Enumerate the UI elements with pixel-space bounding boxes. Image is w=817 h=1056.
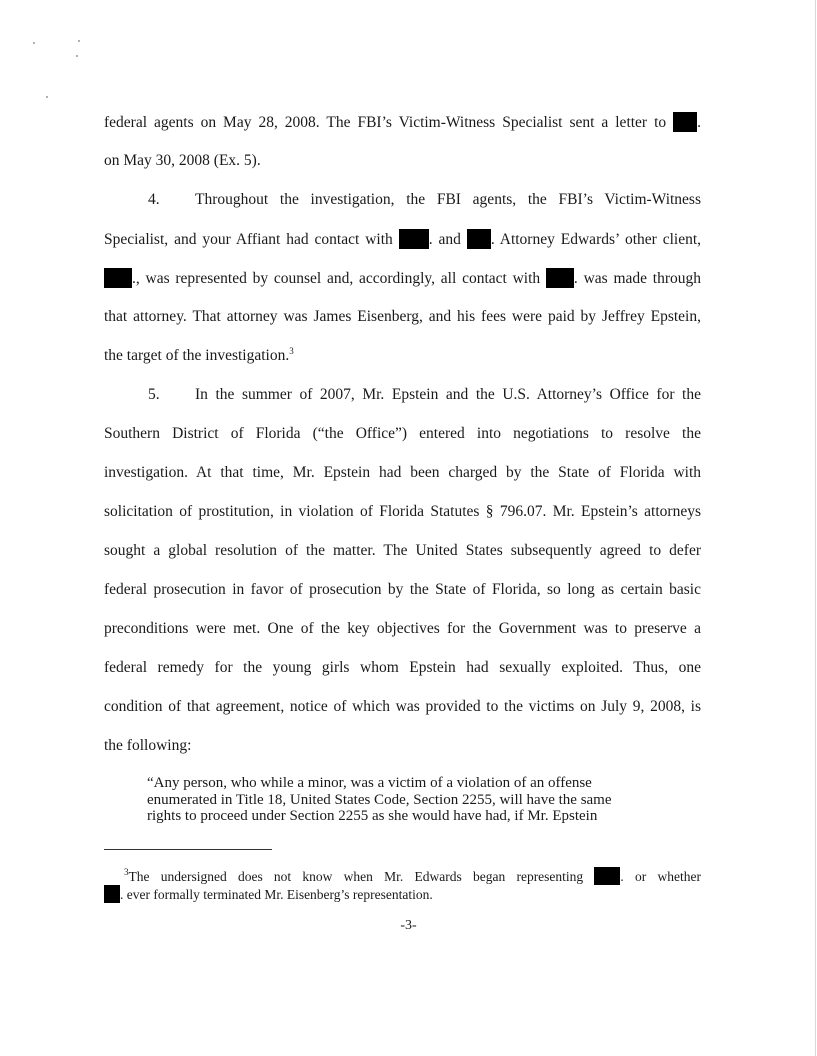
body-line: preconditions were met. One of the key objectives for the Government was to preserve a bbox=[104, 620, 701, 637]
scan-speck bbox=[78, 40, 80, 42]
block-quote bbox=[147, 775, 659, 825]
body-line: sought a global resolution of the matter. The United States subsequently agreed to defer bbox=[104, 542, 701, 559]
body-line: federal remedy for the young girls whom Epstein had sexually exploited. Thus, one bbox=[104, 659, 701, 676]
body-line: the target of the investigation.$^3$ bbox=[104, 346, 294, 364]
paragraph-number: 4. bbox=[148, 191, 160, 208]
redaction-block bbox=[546, 268, 574, 288]
body-line: federal agents on May 28, 2008. The FBI’s Victim-Witness Specialist sent a letter to . bbox=[104, 114, 701, 131]
redaction-block bbox=[399, 229, 429, 249]
scan-edge bbox=[815, 0, 816, 1056]
body-line: on May 30, 2008 (Ex. 5). bbox=[104, 152, 261, 169]
body-line: federal prosecution in favor of prosecution by the State of Florida, so long as certain basic bbox=[104, 581, 701, 598]
body-line: Specialist, and your Affiant had contact with . and . Attorney Edwards’ other client, bbox=[104, 231, 702, 248]
body-line: ., was represented by counsel and, accordingly, all contact with . was made through bbox=[104, 268, 701, 289]
quote-line: enumerated in Title 18, United States Code, Section 2255, will have the same bbox=[147, 791, 612, 808]
footnote-marker: 3 bbox=[124, 867, 129, 877]
page-number: -3- bbox=[400, 918, 417, 933]
redaction-block bbox=[673, 112, 697, 132]
body-line: Southern District of Florida (“the Office”) entered into negotiations to resolve the bbox=[104, 425, 701, 442]
quote-line: rights to proceed under Section 2255 as she would have had, if Mr. Epstein bbox=[147, 808, 598, 824]
scan-speck bbox=[76, 55, 78, 57]
footnote-divider bbox=[104, 849, 272, 850]
quote-line: “Any person, who while a minor, was a victim of a violation of an offense bbox=[147, 775, 592, 791]
body-line: solicitation of prostitution, in violation of Florida Statutes § 796.07. Mr. Epstein’s attorneys bbox=[104, 503, 701, 520]
body-line: the following: bbox=[104, 737, 192, 754]
body-line: condition of that agreement, notice of which was provided to the victims on July 9, 2008, is bbox=[104, 698, 701, 715]
redaction-block bbox=[104, 885, 120, 903]
body-line: investigation. At that time, Mr. Epstein had been charged by the State of Florida with bbox=[104, 464, 701, 481]
footnote-reference: 3 bbox=[289, 346, 294, 356]
scan-speck bbox=[46, 96, 48, 98]
redaction-block bbox=[467, 229, 491, 249]
paragraph-number: 5. bbox=[148, 386, 160, 403]
footnote-line: . ever formally terminated Mr. Eisenberg’s representation. bbox=[104, 885, 701, 903]
scan-speck bbox=[33, 42, 35, 44]
redaction-block bbox=[104, 268, 132, 288]
body-line: that attorney. That attorney was James Eisenberg, and his fees were paid by Jeffrey Epstein, bbox=[104, 308, 701, 325]
redaction-block bbox=[594, 867, 620, 885]
document-page: federal agents on May 28, 2008. The FBI’s Victim-Witness Specialist sent a letter to . on May 30, 2008 (Ex. 5). 4. Throughout the investigation, the FBI agents, the FBI’s Victim-Witness Specialist, and your Affiant had contact with . and . Attorney Edwards’ other client, ., was represented by counsel and, accordingly, all contact with . was made through that attorney. That attorney was James Eisenberg, and his fees were paid by Jeffrey Epstein, the target of the investigation.$^3$ 5. In the summer of 2007, Mr. Epstein and the U.S. Attorney’s Office for the Southern District of Florida (“the Office”) entered into negotiations to resolve the investigation. At that time, Mr. Epstein had been charged by the State of Florida with solicitation of prostitution, in violation of Florida Statutes § 796.07. Mr. Epstein’s attorneys sought a global resolution of the matter. The United States subsequently agreed to defer federal prosecution in favor of prosecution by the State of Florida, so long as certain basic preconditions were met. One of the key objectives for the Government was to preserve a federal remedy for the young girls whom Epstein had sexually exploited. Thus, one condition of that agreement, notice of which was provided to the victims on July 9, 2008, is the following: “Any person, who while a minor, was a victim of a violation of an offense enumerated in Title 18, United States Code, Section 2255, will have the same rights to proceed under Section 2255 as she would have had, if Mr. Epstein $^3$The undersigned does not know when Mr. Edwards began representing . or whether . ever formally terminated Mr. Eisenberg’s representation. -3- bbox=[0, 0, 817, 1056]
